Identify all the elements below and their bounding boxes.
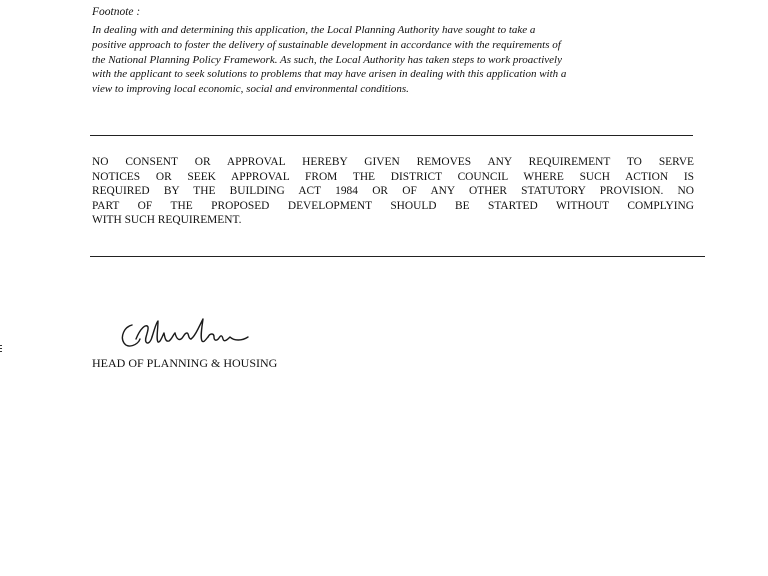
handwritten-signature — [118, 315, 258, 355]
edge-tick — [0, 348, 2, 349]
notice-line: WITH SUCH REQUIREMENT. — [92, 214, 242, 227]
signatory-title: HEAD OF PLANNING & HOUSING — [92, 356, 278, 370]
divider-bottom — [90, 256, 705, 257]
edge-tick — [0, 351, 2, 352]
notice-paragraph — [92, 155, 694, 228]
footnote-line: positive approach to foster the delivery of sustainable development in accordance with the requirements of — [92, 38, 561, 51]
notice-line: PART OF THE PROPOSED DEVELOPMENT SHOULD BE STARTED WITHOUT COMPLYING — [92, 199, 694, 212]
notice-line: NO CONSENT OR APPROVAL HEREBY GIVEN REMOVES ANY REQUIREMENT TO SERVE — [92, 156, 694, 168]
notice-line: NOTICES OR SEEK APPROVAL FROM THE DISTRICT COUNCIL WHERE SUCH ACTION IS — [92, 170, 694, 183]
footnote-label: Footnote : — [92, 6, 141, 18]
scan-edge-mark — [0, 345, 2, 355]
divider-top — [90, 135, 693, 136]
footnote-line: the National Planning Policy Framework. As such, the Local Authority has taken steps to work proactively — [92, 53, 562, 66]
notice-line: REQUIRED BY THE BUILDING ACT 1984 OR OF ANY OTHER STATUTORY PROVISION. NO — [92, 185, 694, 198]
footnote-text — [92, 23, 696, 97]
footnote-line: In dealing with and determining this application, the Local Planning Authority have sought to take a — [92, 24, 536, 36]
footnote-line: view to improving local economic, social and environmental conditions. — [92, 83, 409, 96]
footnote-line: with the applicant to seek solutions to problems that may have arisen in dealing with this application with a — [92, 68, 567, 81]
edge-tick — [0, 345, 2, 346]
